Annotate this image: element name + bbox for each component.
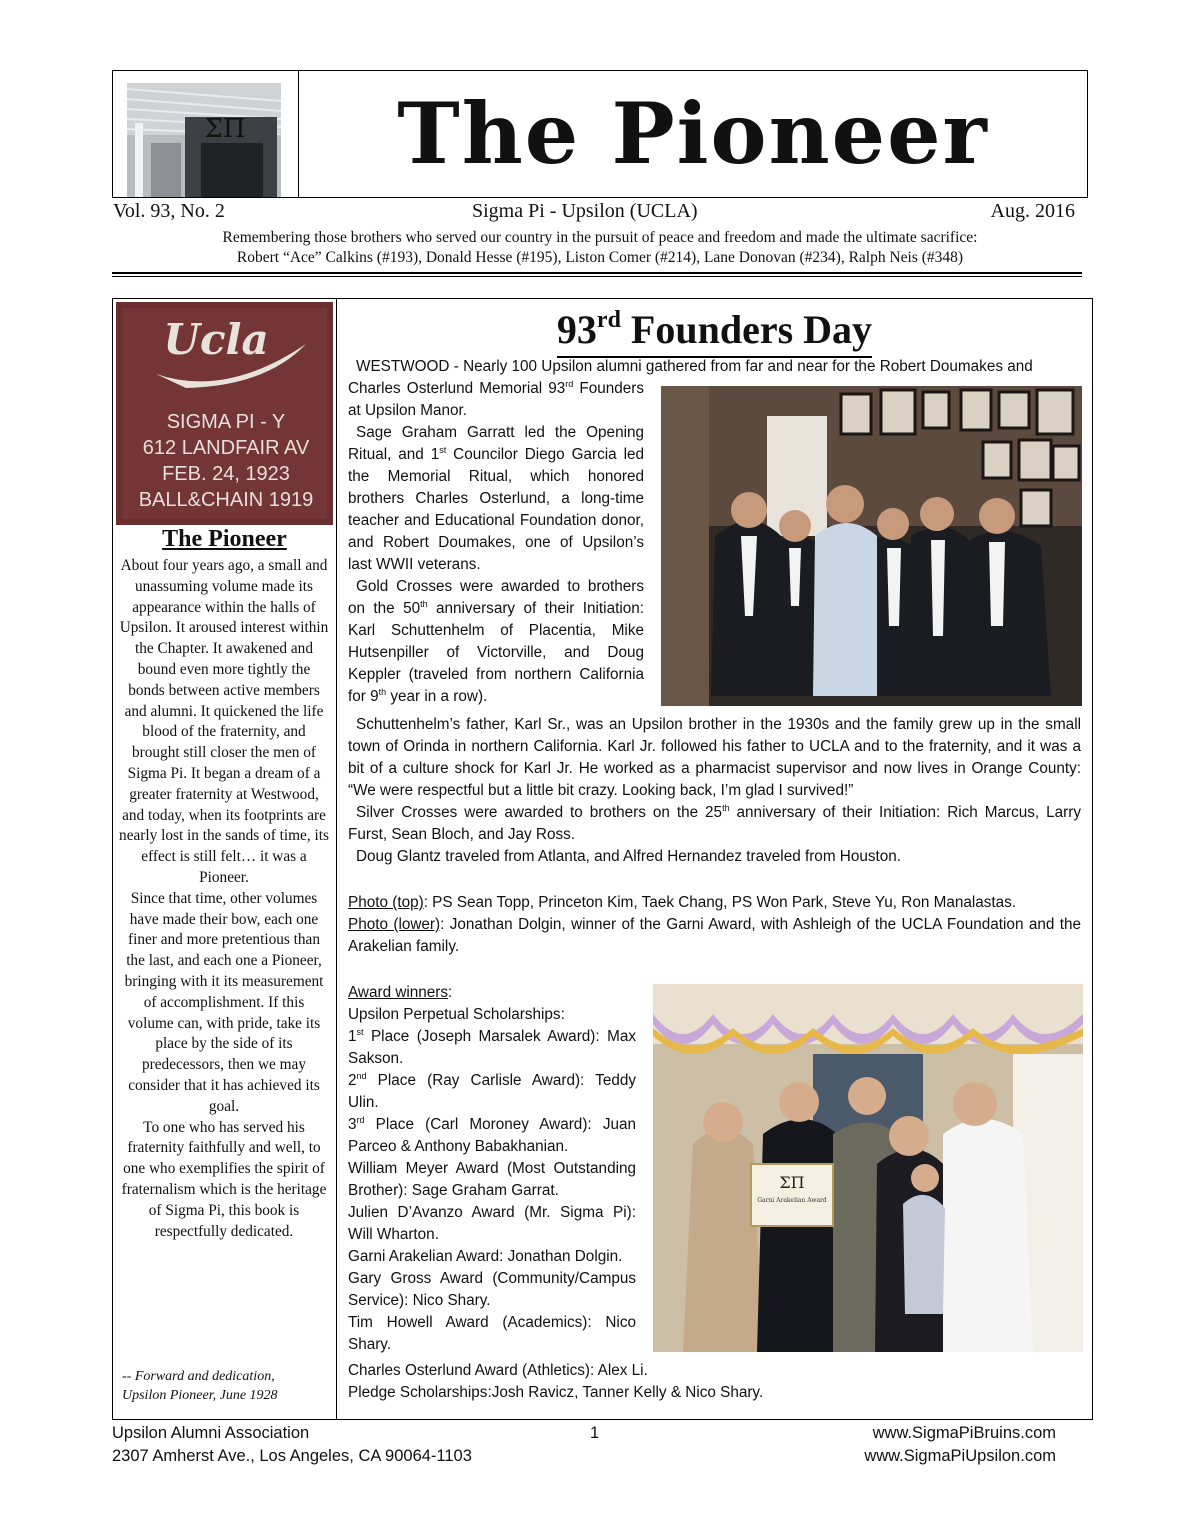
certificate-letters: ΣΠ	[779, 1173, 805, 1192]
page-footer	[112, 1422, 1062, 1470]
article-paragraph: Sage Graham Garratt led the Opening Ritual, and 1st Councilor Diego Garcia led the Memorial Ritual, which honored brothers Charles Osterlund, a long-time teacher and Educational Foundation donor, and Robert Doumakes, one of Upsilon’s last WWII veterans.	[348, 424, 644, 573]
article-paragraph: Doug Glantz traveled from Atlanta, and Alfred Hernandez traveled from Houston.	[356, 848, 902, 865]
award-winners-list	[348, 982, 636, 1356]
chapter-name: Sigma Pi - Upsilon (UCLA)	[472, 200, 698, 222]
footer-address: 2307 Amherst Ave., Los Angeles, CA 90064-1103	[112, 1447, 472, 1465]
plaque-line: FEB. 24, 1923	[162, 463, 290, 485]
title-ordinal: rd	[596, 307, 621, 333]
plaque-line: SIGMA PI - Y	[166, 411, 286, 433]
founders-day-group-photo	[661, 386, 1082, 706]
photo-captions	[348, 892, 1081, 958]
title-number: 93	[556, 307, 597, 352]
newsletter-title: The Pioneer	[397, 84, 989, 183]
header-rule	[112, 272, 1082, 274]
award-item: 1st Place (Joseph Marsalek Award): Max Sakson.	[348, 1027, 636, 1067]
memorial-names: Robert “Ace” Calkins (#193), Donald Hesse (#195), Liston Comer (#214), Lane Donovan (#234), Ralph Neis (#348)	[236, 249, 964, 266]
ucla-plaque-photo	[116, 302, 333, 525]
credit-line: Upsilon Pioneer, June 1928	[122, 1388, 278, 1403]
volume-number: Vol. 93, No. 2	[113, 200, 225, 222]
issue-date: Aug. 2016	[990, 200, 1075, 222]
page-number: 1	[590, 1424, 600, 1442]
footer-address-block	[112, 1422, 472, 1468]
article-paragraph: Charles Osterlund Memorial 93rd Founders at Upsilon Manor.	[348, 379, 644, 419]
footer-url[interactable]: www.SigmaPiUpsilon.com	[864, 1447, 1056, 1465]
awards-heading: Award winners:	[348, 984, 453, 1001]
caption-lower: Photo (lower): Jonathan Dolgin, winner of the Garni Award, with Ashleigh of the UCLA Foundation and the Arakelian family.	[348, 916, 1082, 955]
footer-org: Upsilon Alumni Association	[112, 1424, 310, 1442]
memorial-line: Remembering those brothers who served our country in the pursuit of peace and freedom and made the ultimate sacrifice:	[222, 229, 978, 246]
article-title	[338, 300, 1091, 360]
column-divider	[336, 298, 337, 1420]
greek-letters: ΣΠ	[204, 114, 246, 144]
plaque-line: 612 LANDFAIR AV	[142, 437, 310, 459]
footer-url[interactable]: www.SigmaPiBruins.com	[872, 1424, 1056, 1442]
issue-line	[113, 200, 1075, 226]
sidebar-dedication	[119, 556, 329, 1242]
chapter-house-photo	[127, 83, 281, 197]
sidebar-heading: The Pioneer	[162, 526, 287, 552]
article-paragraph: Silver Crosses were awarded to brothers on the 25th anniversary of their Initiation: Rich Marcus, Larry Furst, Sean Bloch, and Jay Ross.	[348, 803, 1081, 843]
caption-top: Photo (top): PS Sean Topp, Princeton Kim, Taek Chang, PS Won Park, Steve Yu, Ron Manalastas.	[348, 894, 1017, 911]
dedication-paragraph: About four years ago, a small and unassuming volume made its appearance within the halls of Upsilon. It aroused interest within the Chapter. It awakened and bound even more tightly the bonds between active members and alumni. It quickened the life blood of the fraternity, and brought still closer the men of Sigma Pi. It began a dream of a greater fraternity at Westwood, and today, when its footprints are nearly lost in the sands of time, its effect is still felt… it was a Pioneer.	[119, 557, 329, 886]
award-item: Garni Arakelian Award: Jonathan Dolgin.	[348, 1248, 623, 1265]
award-item: Pledge Scholarships:Josh Ravicz, Tanner Kelly & Nico Shary.	[348, 1384, 764, 1401]
award-item: Gary Gross Award (Community/Campus Service): Nico Shary.	[348, 1270, 636, 1309]
award-item: 3rd Place (Carl Moroney Award): Juan Parceo & Anthony Babakhanian.	[348, 1115, 636, 1155]
garni-award-photo	[653, 984, 1083, 1352]
title-text: Founders Day	[620, 307, 873, 352]
memorial-text	[112, 228, 1088, 268]
credit-line: -- Forward and dedication,	[122, 1369, 275, 1384]
award-item: Julien D’Avanzo Award (Mr. Sigma Pi): Will Wharton.	[348, 1204, 636, 1243]
award-item: Charles Osterlund Award (Athletics): Alex Li.	[348, 1362, 648, 1379]
award-certificate	[751, 1164, 833, 1226]
plaque-line: BALL&CHAIN 1919	[138, 489, 314, 511]
article-full-text	[348, 714, 1081, 868]
award-winners-list-continued	[348, 1360, 908, 1404]
article-left-text	[348, 378, 644, 708]
certificate-title: Garni Arakelian Award	[757, 1197, 827, 1204]
dedication-paragraph: Since that time, other volumes have made their bow, each one finer and more pretentious than the last, and each one a Pioneer, bringing with it its measurement of accomplishment. If this volume can, with pride, take its place by the side of its predecessors, then we may consider that it has achieved its goal.	[124, 889, 324, 1115]
dedication-paragraph: To one who has served his fraternity faithfully and well, to one who exemplifies the spirit of fraternalism which is the heritage of Sigma Pi, this book is respectfully dedicated.	[121, 1118, 327, 1240]
header-rule-thin	[112, 276, 1082, 277]
award-item: Tim Howell Award (Academics): Nico Shary.	[348, 1314, 636, 1353]
article-paragraph: Schuttenhelm’s father, Karl Sr., was an Upsilon brother in the 1930s and the family grew up in the small town of Orinda in northern California. Karl Jr. followed his father to UCLA and to the fraternity, and it was a bit of a culture shock for Karl Jr. He worked as a pharmacist supervisor and now lives in Orange County: “We were respectful but a little bit crazy. Looking back, I’m glad I survived!”	[348, 716, 1081, 799]
award-item: William Meyer Award (Most Outstanding Brother): Sage Graham Garrat.	[348, 1160, 636, 1199]
footer-links	[864, 1422, 1056, 1468]
award-item: 2nd Place (Ray Carlisle Award): Teddy Ulin.	[348, 1071, 636, 1111]
masthead	[112, 70, 1088, 198]
article-paragraph: Gold Crosses were awarded to brothers on the 50th anniversary of their Initiation: Karl Schuttenhelm of Placentia, Mike Hutsenpiller of Victorville, and Doug Keppler (traveled from northern California for 9th year in a row).	[348, 578, 645, 705]
article-intro: WESTWOOD - Nearly 100 Upsilon alumni gathered from far and near for the Robert Doumakes and	[356, 358, 1033, 375]
award-item: Upsilon Perpetual Scholarships:	[348, 1006, 565, 1023]
dedication-credit	[122, 1367, 332, 1405]
ucla-logo: Ucla	[163, 315, 269, 364]
